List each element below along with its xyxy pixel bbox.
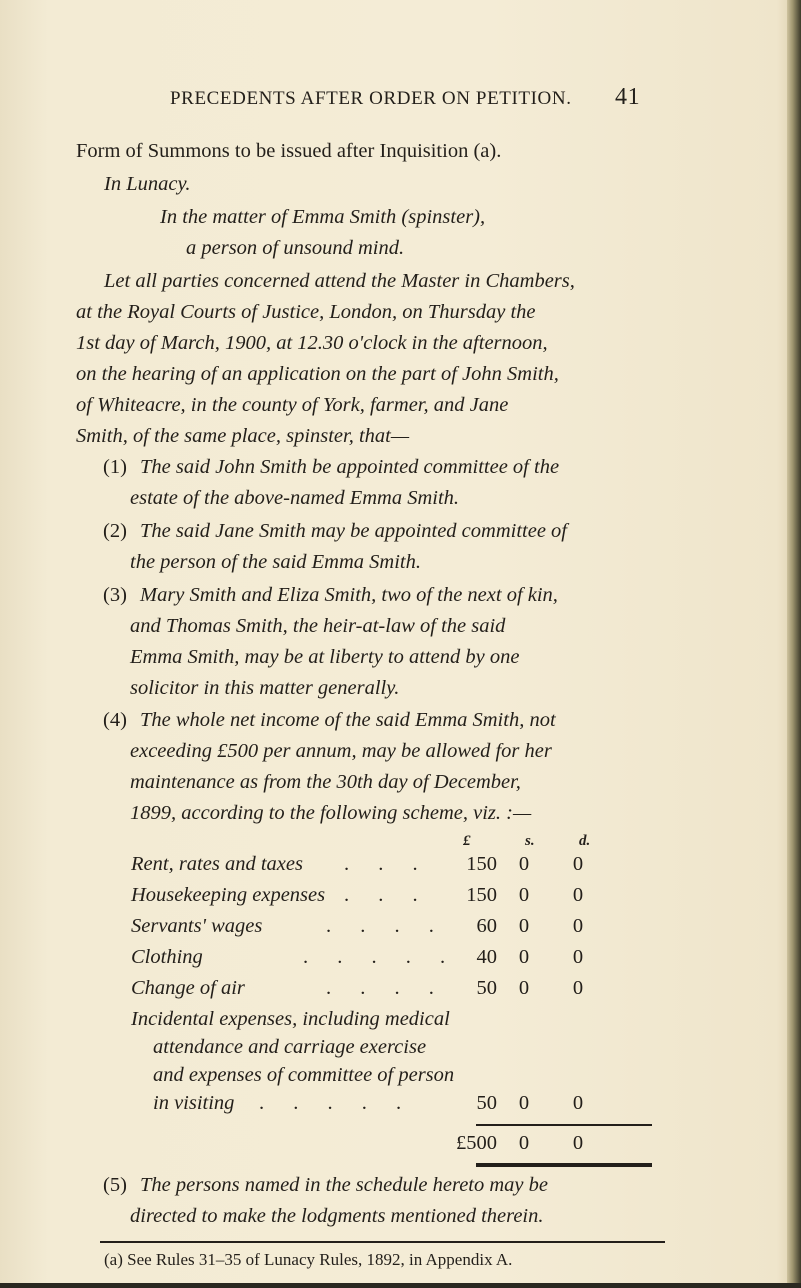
item-line: estate of the above-named Emma Smith. [130, 487, 460, 509]
scheme-row [131, 946, 651, 974]
shillings-value: 0 [518, 977, 530, 999]
item-line: The whole net income of the said Emma Smith, not [140, 709, 556, 731]
scheme-row [131, 884, 651, 912]
scheme-total-row [131, 1132, 651, 1160]
shillings-value: 0 [518, 1092, 530, 1114]
scheme-row-incidental [131, 1092, 651, 1120]
incidental-line: attendance and carriage exercise [153, 1036, 427, 1058]
total-double-rule [476, 1163, 652, 1167]
footnote: (a) See Rules 31–35 of Lunacy Rules, 1892, in Appendix A. [104, 1250, 513, 1269]
item-number: (4) [103, 709, 127, 731]
item-line: maintenance as from the 30th day of December, [130, 771, 521, 793]
court-heading: In Lunacy. [104, 173, 191, 195]
scheme-label: Housekeeping expenses [131, 884, 326, 906]
incidental-line: and expenses of committee of person [153, 1064, 455, 1086]
pence-value: 0 [572, 853, 584, 875]
scheme-row [131, 915, 651, 943]
pounds-value: 40 [476, 946, 497, 968]
item-line: The said Jane Smith may be appointed committee of [140, 520, 567, 542]
leader-dots: . . . [344, 884, 430, 906]
shillings-value: 0 [518, 853, 530, 875]
scheme-row [131, 977, 651, 1005]
leader-dots: . . . . . [259, 1092, 414, 1114]
shillings-value: 0 [518, 946, 530, 968]
col-head-pence: d. [579, 833, 591, 849]
footnote-rule [100, 1241, 665, 1243]
page-edge-bottom [0, 1283, 801, 1288]
shillings-value: 0 [518, 915, 530, 937]
pounds-value: 150 [466, 884, 497, 906]
running-title: PRECEDENTS AFTER ORDER ON PETITION. [170, 88, 572, 109]
pence-value: 0 [572, 915, 584, 937]
matter-line: a person of unsound mind. [186, 237, 405, 259]
body-line: Let all parties concerned attend the Master in Chambers, [104, 270, 575, 292]
item-line: and Thomas Smith, the heir-at-law of the said [130, 615, 506, 637]
form-title: Form of Summons to be issued after Inquisition (a). [76, 140, 502, 162]
body-line: on the hearing of an application on the part of John Smith, [76, 363, 559, 385]
pence-value: 0 [572, 946, 584, 968]
pence-value: 0 [572, 884, 584, 906]
scheme-label: Clothing [131, 946, 203, 968]
running-header [170, 84, 641, 110]
matter-line: In the matter of Emma Smith (spinster), [160, 206, 486, 228]
item-number: (1) [103, 456, 127, 478]
total-pounds: £500 [456, 1132, 497, 1154]
incidental-line: Incidental expenses, including medical [131, 1008, 450, 1030]
scheme-row [131, 853, 651, 881]
item-line: solicitor in this matter generally. [130, 677, 400, 699]
col-head-shillings: s. [525, 833, 535, 849]
pounds-value: 50 [476, 977, 497, 999]
body-line: 1st day of March, 1900, at 12.30 o'clock in the afternoon, [76, 332, 548, 354]
total-pence: 0 [572, 1132, 584, 1154]
scheme-label: Change of air [131, 977, 245, 999]
item-line: The persons named in the schedule hereto may be [140, 1174, 549, 1196]
page-edge-right [787, 0, 801, 1288]
item-line: exceeding £500 per annum, may be allowed for her [130, 740, 552, 762]
scheme-label: Servants' wages [131, 915, 263, 937]
item-line: Emma Smith, may be at liberty to attend by one [130, 646, 520, 668]
item-number: (3) [103, 584, 127, 606]
pounds-value: 60 [476, 915, 497, 937]
body-line: at the Royal Courts of Justice, London, on Thursday the [76, 301, 536, 323]
pounds-value: 50 [476, 1092, 497, 1114]
shillings-value: 0 [518, 884, 530, 906]
col-head-pounds: £ [463, 833, 471, 849]
leader-dots: . . . . . [303, 946, 458, 968]
item-number: (5) [103, 1174, 127, 1196]
item-line: The said John Smith be appointed committee of the [140, 456, 560, 478]
pounds-value: 150 [466, 853, 497, 875]
pence-value: 0 [572, 1092, 584, 1114]
leader-dots: . . . . [326, 977, 446, 999]
item-line: Mary Smith and Eliza Smith, two of the next of kin, [140, 584, 558, 606]
total-shillings: 0 [518, 1132, 530, 1154]
pence-value: 0 [572, 977, 584, 999]
scheme-label: Rent, rates and taxes [131, 853, 303, 875]
total-rule [476, 1124, 652, 1126]
page-number: 41 [615, 84, 641, 110]
body-line: Smith, of the same place, spinster, that— [76, 425, 410, 447]
body-line: of Whiteacre, in the county of York, farmer, and Jane [76, 394, 509, 416]
incidental-line: in visiting [153, 1092, 235, 1114]
item-line: 1899, according to the following scheme, viz. :— [130, 802, 532, 824]
item-line: directed to make the lodgments mentioned therein. [130, 1205, 544, 1227]
leader-dots: . . . [344, 853, 430, 875]
leader-dots: . . . . [326, 915, 446, 937]
item-number: (2) [103, 520, 127, 542]
item-line: the person of the said Emma Smith. [130, 551, 421, 573]
